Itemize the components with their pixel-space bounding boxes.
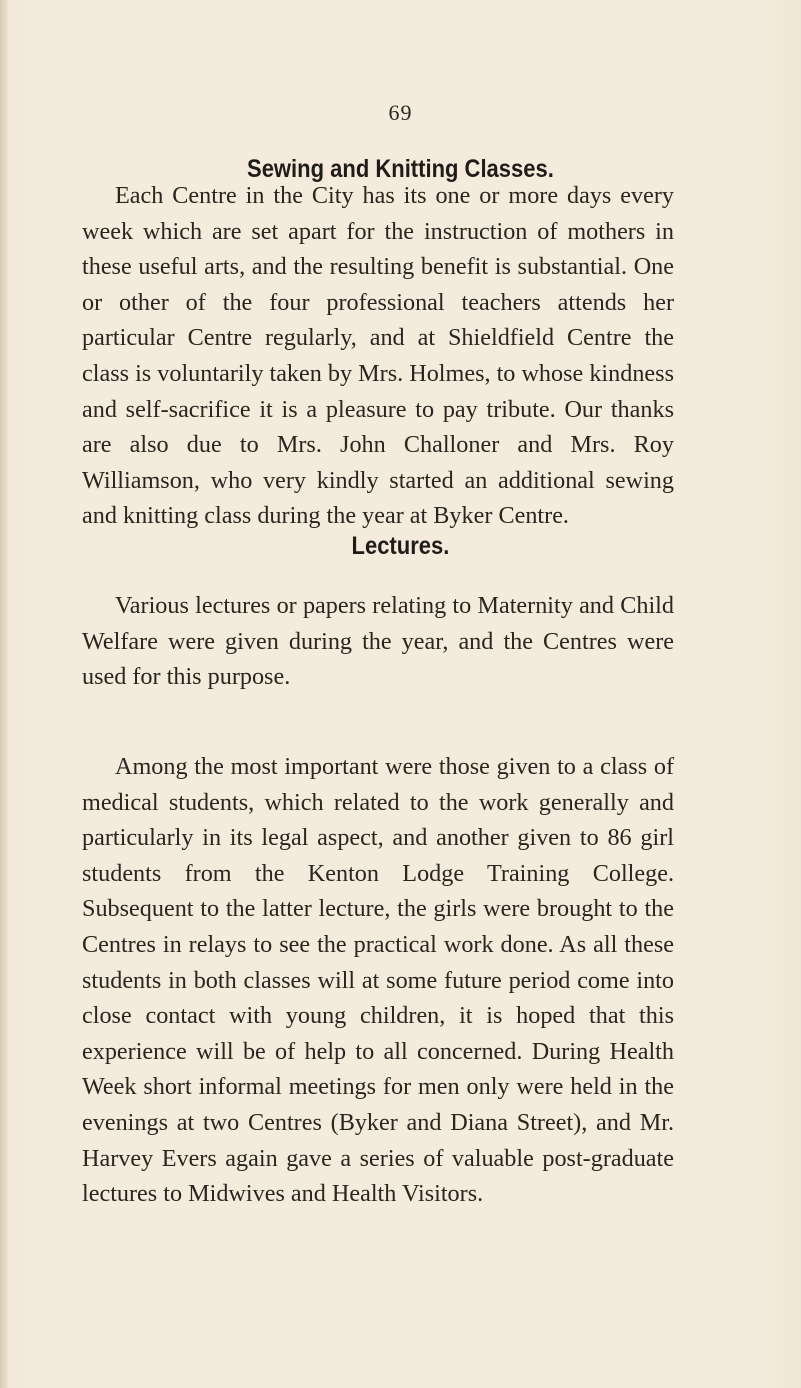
page-binding-edge xyxy=(0,0,8,1388)
paragraph-lectures-intro: Various lectures or papers relating to Maternity and Child Welfare were given during the year, and the Centres were used for this purpose. xyxy=(82,592,674,691)
section-heading-sewing-knitting: Sewing and Knitting Classes. xyxy=(247,155,554,183)
paragraph-sewing-knitting: Each Centre in the City has its one or more days every week which are set apart for the instruction of mothers in these useful arts, and the resulting benefit is substantial. One or other of the four professional teachers attends her particular Centre regularly, and at Shieldfield Centre the class is voluntarily taken by Mrs. Holmes, to whose kindness and self-sacrifice it is a pleasure to pay tribute. Our thanks are also due to Mrs. John Challoner and Mrs. Roy Williamson, who very kindly started an additional sewing and knitting class during the year at Byker Centre. xyxy=(82,182,674,530)
page-number: 69 xyxy=(388,100,413,125)
paragraph-lectures-detail: Among the most important were those given to a class of medical students, which related to the work generally and particularly in its legal aspect, and another given to 86 girl students from the Kenton Lodge Training College. Subsequent to the latter lecture, the girls were brought to the Centres in relays to see the practical work done. As all these students in both classes will at some future period come into close contact with young children, it is hoped that this experience will be of help to all concerned. During Health Week short informal meetings for men only were held in the evenings at two Centres (Byker and Diana Street), and Mr. Harvey Evers again gave a series of valuable post-graduate lectures to Midwives and Health Visitors. xyxy=(82,753,674,1208)
section-heading-lectures: Lectures. xyxy=(351,532,450,560)
